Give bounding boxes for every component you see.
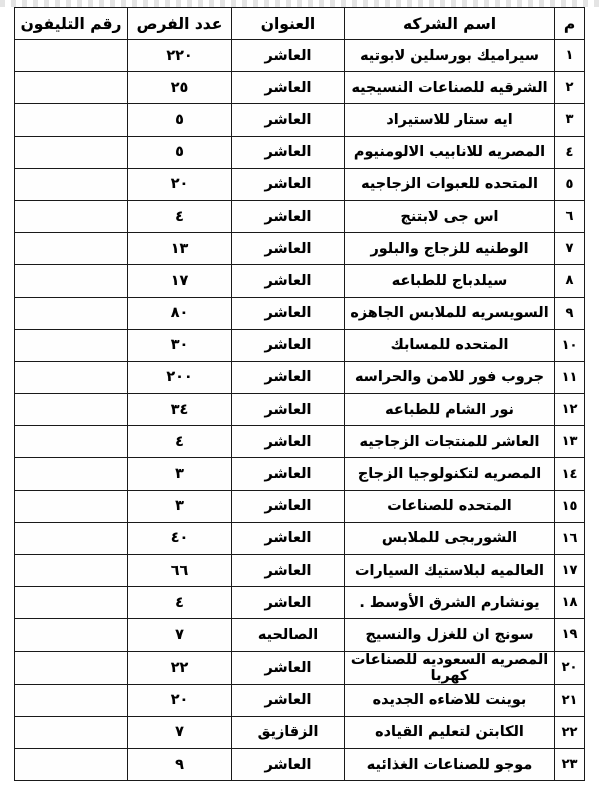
- cell-phone-number: [15, 522, 128, 554]
- cell-company-name: الوطنيه للزجاج والبلور: [345, 233, 555, 265]
- cell-opportunity-count: ٧: [128, 619, 232, 651]
- table-row: [15, 458, 585, 490]
- cell-company-name: يونشارم الشرق الأوسط .: [345, 587, 555, 619]
- cell-phone-number: [15, 265, 128, 297]
- cell-address: العاشر: [232, 265, 345, 297]
- table-row: [15, 522, 585, 554]
- cell-address: العاشر: [232, 72, 345, 104]
- cell-serial: ١٦: [555, 522, 585, 554]
- cell-phone-number: [15, 490, 128, 522]
- cell-company-name: سيراميك بورسلين لابوتيه: [345, 40, 555, 72]
- cell-serial: ١٠: [555, 329, 585, 361]
- cell-phone-number: [15, 684, 128, 716]
- cell-serial: ١٥: [555, 490, 585, 522]
- cell-opportunity-count: ١٣: [128, 233, 232, 265]
- cell-company-name: المتحده للصناعات: [345, 490, 555, 522]
- cell-address: العاشر: [232, 361, 345, 393]
- table-row: [15, 684, 585, 716]
- cell-serial: ٢٢: [555, 716, 585, 748]
- cell-phone-number: [15, 651, 128, 684]
- cell-address: العاشر: [232, 587, 345, 619]
- column-header-opportunity-count: عدد الفرص: [128, 8, 232, 40]
- cell-serial: ٢٠: [555, 651, 585, 684]
- cell-company-name: السويسريه للملابس الجاهزه: [345, 297, 555, 329]
- cell-opportunity-count: ٢٠: [128, 168, 232, 200]
- cell-opportunity-count: ٨٠: [128, 297, 232, 329]
- cell-opportunity-count: ٤: [128, 587, 232, 619]
- cell-phone-number: [15, 136, 128, 168]
- cell-serial: ٥: [555, 168, 585, 200]
- scan-edge-artifact: [0, 0, 600, 7]
- cell-company-name: سونج ان للغزل والنسيج: [345, 619, 555, 651]
- cell-phone-number: [15, 555, 128, 587]
- cell-phone-number: [15, 329, 128, 361]
- cell-opportunity-count: ٤: [128, 200, 232, 232]
- cell-company-name: المصريه السعوديه للصناعات كهربا: [345, 651, 555, 684]
- cell-phone-number: [15, 104, 128, 136]
- cell-opportunity-count: ٢٠: [128, 684, 232, 716]
- table-row: [15, 361, 585, 393]
- cell-company-name: الشرقيه للصناعات النسيجيه: [345, 72, 555, 104]
- cell-serial: ٢: [555, 72, 585, 104]
- cell-phone-number: [15, 361, 128, 393]
- cell-serial: ١: [555, 40, 585, 72]
- cell-serial: ٣: [555, 104, 585, 136]
- cell-address: العاشر: [232, 458, 345, 490]
- cell-opportunity-count: ١٧: [128, 265, 232, 297]
- cell-phone-number: [15, 426, 128, 458]
- cell-company-name: موجو للصناعات الغذائيه: [345, 748, 555, 780]
- cell-address: العاشر: [232, 426, 345, 458]
- cell-serial: ١٣: [555, 426, 585, 458]
- cell-phone-number: [15, 394, 128, 426]
- cell-opportunity-count: ٢٢: [128, 651, 232, 684]
- table-row: [15, 329, 585, 361]
- table-row: [15, 136, 585, 168]
- table-header-row: [15, 8, 585, 40]
- table-row: [15, 233, 585, 265]
- table-row: [15, 297, 585, 329]
- cell-company-name: ايه ستار للاستيراد: [345, 104, 555, 136]
- table-row: [15, 716, 585, 748]
- cell-address: العاشر: [232, 233, 345, 265]
- cell-company-name: الكابتن لتعليم القياده: [345, 716, 555, 748]
- cell-serial: ٨: [555, 265, 585, 297]
- column-header-phone-number: رقم التليفون: [15, 8, 128, 40]
- table-row: [15, 426, 585, 458]
- cell-phone-number: [15, 297, 128, 329]
- cell-address: العاشر: [232, 522, 345, 554]
- cell-phone-number: [15, 587, 128, 619]
- cell-serial: ٧: [555, 233, 585, 265]
- cell-company-name: المصريه لتكنولوجيا الزجاج: [345, 458, 555, 490]
- cell-company-name: سيلدباج للطباعه: [345, 265, 555, 297]
- cell-company-name: نور الشام للطباعه: [345, 394, 555, 426]
- companies-opportunities-table: [14, 7, 585, 781]
- cell-address: العاشر: [232, 136, 345, 168]
- cell-phone-number: [15, 40, 128, 72]
- column-header-address: العنوان: [232, 8, 345, 40]
- cell-company-name: المتحده للمسابك: [345, 329, 555, 361]
- cell-company-name: اس جى لابتنج: [345, 200, 555, 232]
- cell-serial: ١٢: [555, 394, 585, 426]
- cell-opportunity-count: ٤٠: [128, 522, 232, 554]
- cell-serial: ٢٣: [555, 748, 585, 780]
- table-row: [15, 555, 585, 587]
- cell-opportunity-count: ٤: [128, 426, 232, 458]
- cell-address: العاشر: [232, 329, 345, 361]
- cell-serial: ١١: [555, 361, 585, 393]
- table-row: [15, 265, 585, 297]
- cell-serial: ٦: [555, 200, 585, 232]
- cell-phone-number: [15, 458, 128, 490]
- cell-address: العاشر: [232, 297, 345, 329]
- cell-opportunity-count: ٣٠: [128, 329, 232, 361]
- table-row: [15, 40, 585, 72]
- cell-address: العاشر: [232, 168, 345, 200]
- cell-address: العاشر: [232, 40, 345, 72]
- cell-phone-number: [15, 619, 128, 651]
- cell-company-name: المصريه للانابيب الالومنيوم: [345, 136, 555, 168]
- cell-phone-number: [15, 168, 128, 200]
- table-row: [15, 168, 585, 200]
- cell-serial: ١٩: [555, 619, 585, 651]
- table-row: [15, 651, 585, 684]
- cell-address: العاشر: [232, 104, 345, 136]
- cell-opportunity-count: ٢٠٠: [128, 361, 232, 393]
- cell-opportunity-count: ٢٥: [128, 72, 232, 104]
- table-row: [15, 394, 585, 426]
- cell-phone-number: [15, 200, 128, 232]
- cell-opportunity-count: ٥: [128, 104, 232, 136]
- cell-address: العاشر: [232, 555, 345, 587]
- cell-opportunity-count: ٣٤: [128, 394, 232, 426]
- table-row: [15, 748, 585, 780]
- cell-address: العاشر: [232, 748, 345, 780]
- cell-opportunity-count: ٦٦: [128, 555, 232, 587]
- cell-serial: ١٤: [555, 458, 585, 490]
- column-header-company-name: اسم الشركه: [345, 8, 555, 40]
- cell-phone-number: [15, 72, 128, 104]
- cell-opportunity-count: ٢٢٠: [128, 40, 232, 72]
- cell-phone-number: [15, 233, 128, 265]
- cell-phone-number: [15, 716, 128, 748]
- cell-serial: ٤: [555, 136, 585, 168]
- cell-address: العاشر: [232, 200, 345, 232]
- table-row: [15, 200, 585, 232]
- cell-address: العاشر: [232, 394, 345, 426]
- cell-company-name: المتحده للعبوات الزجاجيه: [345, 168, 555, 200]
- cell-opportunity-count: ٥: [128, 136, 232, 168]
- cell-serial: ١٧: [555, 555, 585, 587]
- cell-opportunity-count: ٣: [128, 458, 232, 490]
- cell-company-name: العاشر للمنتجات الزجاجيه: [345, 426, 555, 458]
- table-sheet: [15, 7, 585, 781]
- table-row: [15, 72, 585, 104]
- cell-address: العاشر: [232, 490, 345, 522]
- column-header-serial: م: [555, 8, 585, 40]
- cell-opportunity-count: ٣: [128, 490, 232, 522]
- cell-company-name: العالميه لبلاستيك السيارات: [345, 555, 555, 587]
- cell-address: العاشر: [232, 651, 345, 684]
- cell-address: الصالحيه: [232, 619, 345, 651]
- cell-address: الزقازيق: [232, 716, 345, 748]
- table-header: [15, 8, 585, 40]
- cell-opportunity-count: ٧: [128, 716, 232, 748]
- cell-phone-number: [15, 748, 128, 780]
- cell-company-name: جروب فور للامن والحراسه: [345, 361, 555, 393]
- cell-serial: ٩: [555, 297, 585, 329]
- table-body: [15, 40, 585, 781]
- cell-company-name: بوينت للاضاءه الجديده: [345, 684, 555, 716]
- cell-serial: ١٨: [555, 587, 585, 619]
- table-row: [15, 490, 585, 522]
- cell-company-name: الشوربجى للملابس: [345, 522, 555, 554]
- table-row: [15, 619, 585, 651]
- cell-address: العاشر: [232, 684, 345, 716]
- cell-serial: ٢١: [555, 684, 585, 716]
- table-row: [15, 587, 585, 619]
- table-row: [15, 104, 585, 136]
- cell-opportunity-count: ٩: [128, 748, 232, 780]
